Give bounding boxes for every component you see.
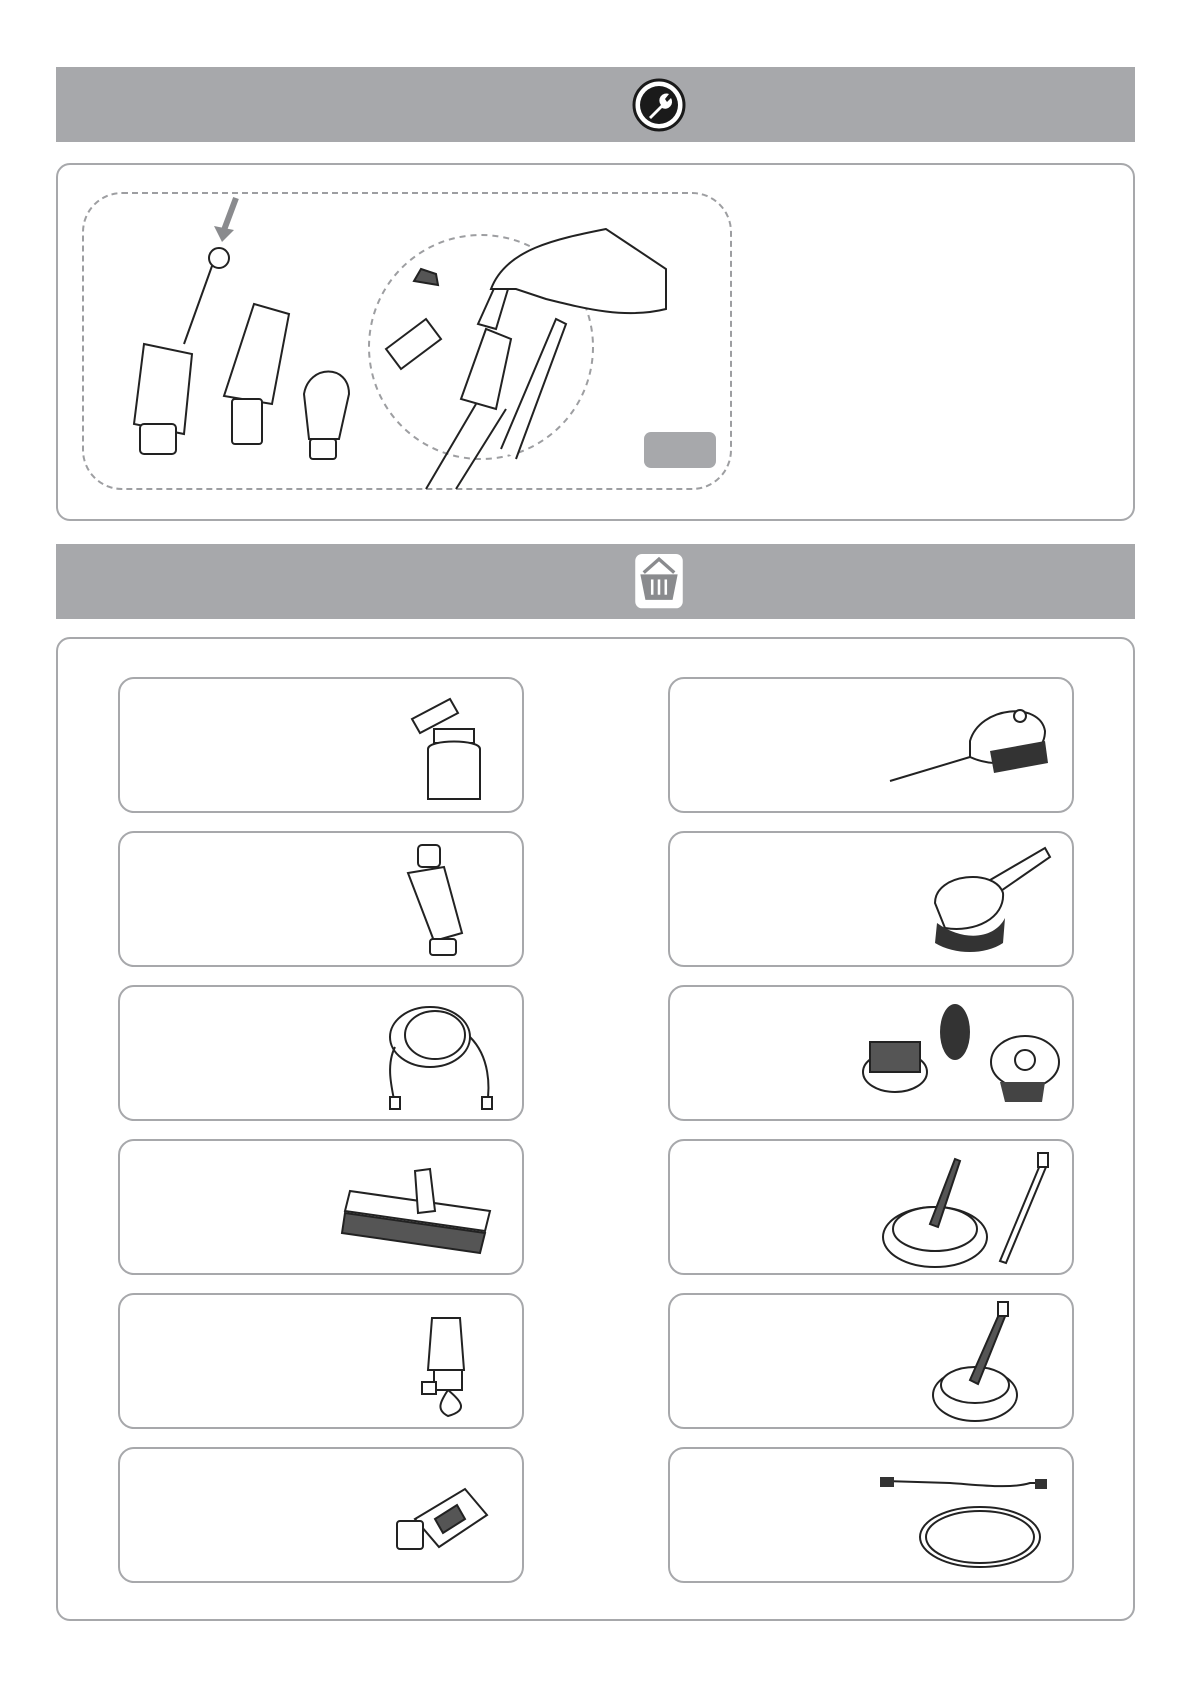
hose-coil-icon [375,997,505,1112]
nozzle-illustration-zone [82,192,732,490]
rotating-wash-brush-icon [925,843,1055,958]
accessory-card-angled-nozzle [118,1293,524,1429]
foam-bottle-icon [410,689,490,804]
accessory-card-patio-cleaner [668,1293,1074,1429]
accessory-card-hose [118,985,524,1121]
brush-heads-set-icon [860,1002,1060,1112]
patio-cleaner-icon [930,1300,1050,1425]
surface-cleaner-extension-icon [880,1149,1060,1271]
accessory-card-foam-bottle [118,677,524,813]
accessory-card-surface-cleaner-extension [668,1139,1074,1275]
rotating-brush-icon [890,701,1050,791]
accessory-card-rotating-brush [668,677,1074,813]
down-arrow-icon [212,196,242,246]
nozzles-icon [104,244,354,464]
wrench-icon [631,77,687,133]
detergent-nozzle-icon [400,843,480,961]
accessories-panel [56,637,1135,1621]
accessory-card-detergent-nozzle [118,831,524,967]
lance-connection-detail-icon [366,229,681,489]
shopping-basket-icon [631,554,687,610]
accessory-card-brush-heads-set [668,985,1074,1121]
maintenance-panel [56,163,1135,521]
accessory-card-hose-connector [118,1447,524,1583]
wash-brush-icon [340,1161,500,1261]
maintenance-header-bar [56,67,1135,142]
hose-connector-icon [395,1479,495,1559]
angled-nozzle-icon [420,1310,480,1420]
accessories-header-bar [56,544,1135,619]
pipe-cleaning-hose-icon [880,1469,1050,1574]
accessory-card-pipe-cleaning-hose [668,1447,1074,1583]
accessory-card-wash-brush [118,1139,524,1275]
accessory-card-rotating-wash-brush [668,831,1074,967]
model-tag [644,432,716,468]
